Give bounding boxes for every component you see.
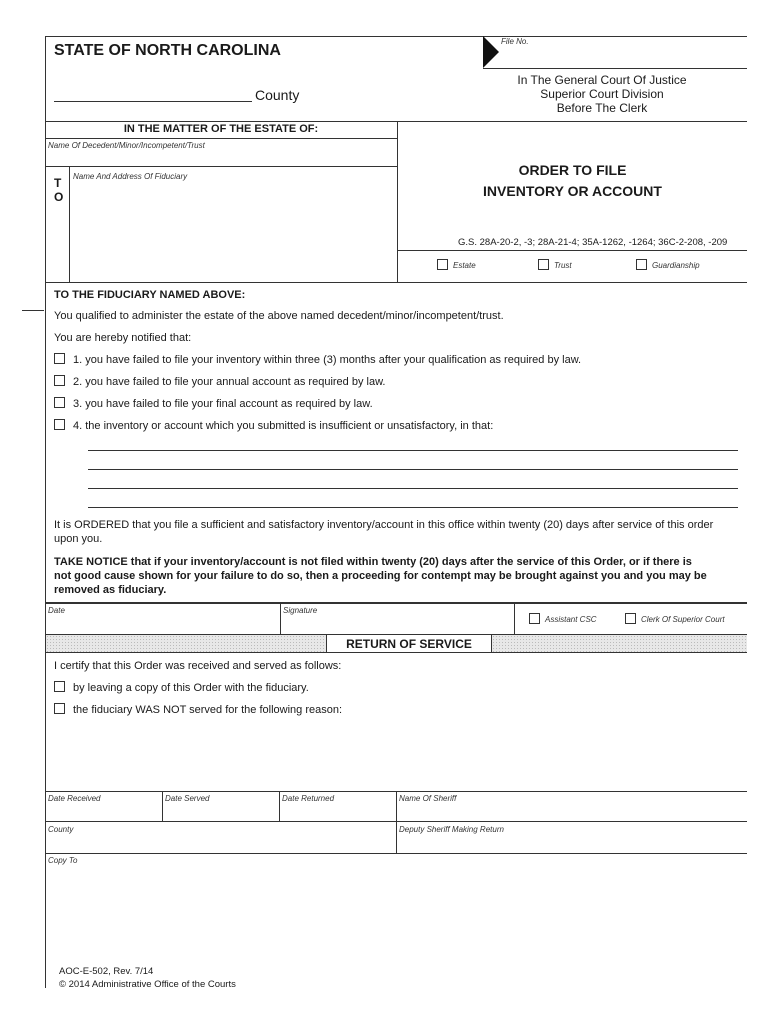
to-letter-t: T (54, 176, 62, 190)
clerk-superior-checkbox[interactable] (625, 613, 636, 624)
statutes-rule (397, 250, 747, 251)
service-band-left (46, 635, 326, 652)
margin-tick (22, 310, 44, 311)
notice-line-1: TAKE NOTICE that if your inventory/account is not filed within twenty (20) days after the service of this Order, or if there is (54, 556, 692, 568)
grid-divider-1 (162, 791, 163, 821)
decedent-name-label: Name Of Decedent/Minor/Incompetent/Trust (48, 141, 205, 150)
ordered-line-2: upon you. (54, 533, 103, 545)
date-field[interactable] (46, 604, 279, 632)
matter-heading: IN THE MATTER OF THE ESTATE OF: (123, 123, 319, 135)
ordered-line-1: It is ORDERED that you file a sufficient and satisfactory inventory/account in this office within twenty (20) days after service of this order (54, 519, 714, 531)
copy-to-label: Copy To (48, 856, 78, 865)
reason-line-2[interactable] (88, 469, 738, 470)
decedent-name-field[interactable] (45, 166, 397, 167)
deputy-label: Deputy Sheriff Making Return (399, 825, 504, 834)
trust-checkbox-label: Trust (554, 261, 572, 270)
to-box-divider (69, 166, 70, 282)
estate-checkbox-label: Estate (453, 261, 476, 270)
estate-heading-rule (45, 138, 397, 139)
service-heading: RETURN OF SERVICE (346, 637, 472, 651)
sheriff-name-label: Name Of Sheriff (399, 794, 457, 803)
left-border (45, 36, 46, 988)
file-no-field[interactable] (483, 68, 747, 69)
estate-top-rule (45, 121, 747, 122)
county-field[interactable] (54, 101, 252, 102)
sheriff-grid-bottom (45, 853, 747, 854)
clerk-superior-label: Clerk Of Superior Court (641, 615, 725, 624)
guardianship-checkbox[interactable] (636, 259, 647, 270)
county-field-label: County (48, 825, 74, 834)
court-line-1: In The General Court Of Justice (517, 73, 687, 87)
form-id: AOC-E-502, Rev. 7/14 (59, 966, 154, 977)
notice-line-3: removed as fiduciary. (54, 584, 167, 596)
court-line-2: Superior Court Division (540, 87, 664, 101)
not-served-text: the fiduciary WAS NOT served for the following reason: (73, 704, 343, 716)
order-title-line-2: INVENTORY OR ACCOUNT (483, 183, 662, 199)
guardianship-checkbox-label: Guardianship (652, 261, 700, 270)
state-title: STATE OF NORTH CAROLINA (54, 42, 281, 59)
notified-paragraph: You are hereby notified that: (54, 332, 192, 344)
top-border (45, 36, 747, 37)
item-2-text: 2. you have failed to file your annual account as required by law. (73, 376, 386, 388)
estate-bottom-rule (45, 282, 747, 283)
copyright: © 2014 Administrative Office of the Courts (59, 979, 236, 990)
date-label: Date (48, 606, 65, 615)
trust-checkbox[interactable] (538, 259, 549, 270)
estate-divider (397, 121, 398, 282)
item-4-checkbox[interactable] (54, 419, 65, 430)
date-served-label: Date Served (165, 794, 210, 803)
item-3-text: 3. you have failed to file your final account as required by law. (73, 398, 373, 410)
item-4-text: 4. the inventory or account which you submitted is insufficient or unsatisfactory, in that: (73, 420, 494, 432)
grid-divider-2 (279, 791, 280, 821)
qualified-paragraph: You qualified to administer the estate of the above named decedent/minor/incompetent/trust. (54, 310, 504, 322)
notice-line-2: not good cause shown for your failure to do so, then a proceeding for contempt may be brought against you and you may be (54, 570, 707, 582)
sheriff-grid-mid (45, 821, 747, 822)
signature-label: Signature (283, 606, 318, 615)
order-title-line-1: ORDER TO FILE (518, 162, 627, 178)
file-no-label: File No. (501, 37, 529, 46)
not-served-checkbox[interactable] (54, 703, 65, 714)
served-checkbox[interactable] (54, 681, 65, 692)
fiduciary-heading: TO THE FIDUCIARY NAMED ABOVE: (54, 289, 246, 301)
date-received-label: Date Received (48, 794, 101, 803)
reason-line-3[interactable] (88, 488, 738, 489)
date-returned-label: Date Returned (282, 794, 335, 803)
fiduciary-label: Name And Address Of Fiduciary (73, 172, 188, 181)
item-2-checkbox[interactable] (54, 375, 65, 386)
item-1-checkbox[interactable] (54, 353, 65, 364)
assistant-csc-checkbox[interactable] (529, 613, 540, 624)
certify-text: I certify that this Order was received and served as follows: (54, 660, 342, 672)
served-text: by leaving a copy of this Order with the fiduciary. (73, 682, 309, 694)
service-band-rule (45, 652, 747, 653)
assistant-csc-label: Assistant CSC (545, 615, 597, 624)
reason-line-1[interactable] (88, 450, 738, 451)
signature-field[interactable] (281, 604, 513, 632)
item-1-text: 1. you have failed to file your inventory within three (3) months after your qualification as required by law. (73, 354, 582, 366)
to-letter-o: O (54, 190, 64, 204)
service-band-right (492, 635, 747, 652)
estate-checkbox[interactable] (437, 259, 448, 270)
title-divider (514, 602, 515, 634)
statutes: G.S. 28A-20-2, -3; 28A-21-4; 35A-1262, -1264; 36C-2-208, -209 (458, 237, 728, 248)
file-no-arrow-icon (483, 36, 499, 68)
county-label: County (255, 87, 300, 103)
grid-divider-3 (396, 791, 397, 853)
item-3-checkbox[interactable] (54, 397, 65, 408)
court-line-3: Before The Clerk (556, 101, 648, 115)
reason-line-4[interactable] (88, 507, 738, 508)
